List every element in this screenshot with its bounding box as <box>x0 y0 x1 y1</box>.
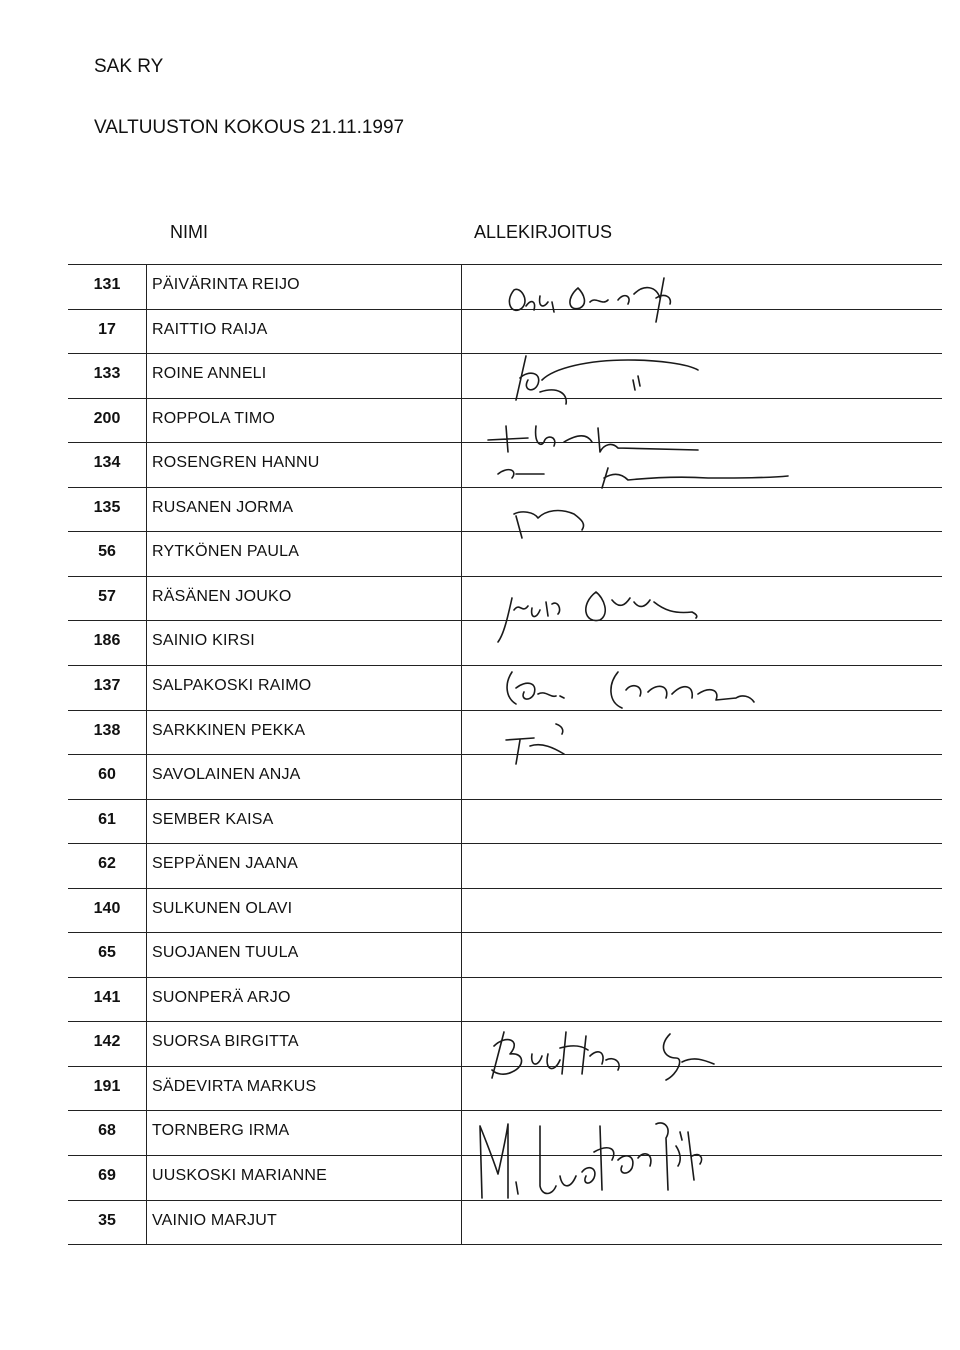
member-name: VAINIO MARJUT <box>152 1211 277 1229</box>
signature-rytkonen <box>514 511 584 538</box>
member-name: PÄIVÄRINTA REIJO <box>152 276 300 293</box>
member-name: ROSENGREN HANNU <box>152 454 320 472</box>
member-name: SULKUNEN OLAVI <box>152 899 293 917</box>
member-name: SEMBER KAISA <box>152 810 274 828</box>
member-name: SUOJANEN TUULA <box>152 944 299 962</box>
signature-rusanen <box>498 468 788 488</box>
row-number: 142 <box>93 1033 121 1051</box>
row-number: 200 <box>93 409 121 427</box>
member-name: SALPAKOSKI RAIMO <box>152 676 312 694</box>
row-number: 35 <box>98 1211 116 1229</box>
row-number: 133 <box>93 365 121 383</box>
row-number: 134 <box>93 454 121 472</box>
member-name: UUSKOSKI MARIANNE <box>152 1167 327 1184</box>
row-number: 131 <box>93 276 121 293</box>
member-name: RAITTIO RAIJA <box>152 320 268 338</box>
row-number: 56 <box>98 543 116 561</box>
organization-name: SAK RY <box>94 56 164 77</box>
signature-paivarinta <box>509 278 670 322</box>
row-number: 61 <box>98 810 116 828</box>
member-name: SAVOLAINEN ANJA <box>152 766 301 784</box>
attendance-table <box>68 264 942 1244</box>
member-name: ROINE ANNELI <box>152 365 267 383</box>
member-name: TORNBERG IRMA <box>152 1122 290 1140</box>
member-name: SUORSA BIRGITTA <box>152 1033 299 1051</box>
row-number: 141 <box>93 988 121 1006</box>
row-number: 186 <box>93 632 121 650</box>
signature-uuskoski <box>480 1123 702 1198</box>
signature-roine <box>516 356 698 404</box>
row-number: 68 <box>98 1122 116 1140</box>
member-name: ROPPOLA TIMO <box>152 409 276 427</box>
signature-suorsa <box>492 1032 714 1080</box>
signature-rosengren <box>488 426 698 452</box>
column-header-name: NIMI <box>170 222 208 242</box>
row-number: 140 <box>93 899 121 917</box>
row-number: 137 <box>93 676 121 694</box>
row-number: 65 <box>98 944 116 962</box>
row-number: 138 <box>93 721 121 739</box>
member-name: SEPPÄNEN JAANA <box>152 855 298 873</box>
member-name: SUONPERÄ ARJO <box>152 988 291 1006</box>
row-number: 62 <box>98 855 116 873</box>
member-name: RYTKÖNEN PAULA <box>152 543 300 561</box>
signature-strokes <box>68 264 942 1244</box>
signature-sarkkinen <box>506 724 564 764</box>
signature-rasanen <box>498 592 697 642</box>
member-name: RÄSÄNEN JOUKO <box>152 587 292 605</box>
row-number: 17 <box>98 320 116 338</box>
row-number: 57 <box>98 587 116 605</box>
row-number: 60 <box>98 766 116 784</box>
member-name: SARKKINEN PEKKA <box>152 721 306 739</box>
member-name: SÄDEVIRTA MARKUS <box>152 1077 317 1095</box>
row-number: 135 <box>93 498 121 516</box>
meeting-title: VALTUUSTON KOKOUS 21.11.1997 <box>94 117 405 138</box>
column-header-signature: ALLEKIRJOITUS <box>474 222 613 242</box>
row-number: 69 <box>98 1167 116 1184</box>
member-name: RUSANEN JORMA <box>152 498 294 516</box>
row-number: 191 <box>93 1077 121 1095</box>
table-bottom-border <box>68 1244 942 1245</box>
signature-salpakoski <box>507 672 754 708</box>
member-name: SAINIO KIRSI <box>152 632 255 650</box>
